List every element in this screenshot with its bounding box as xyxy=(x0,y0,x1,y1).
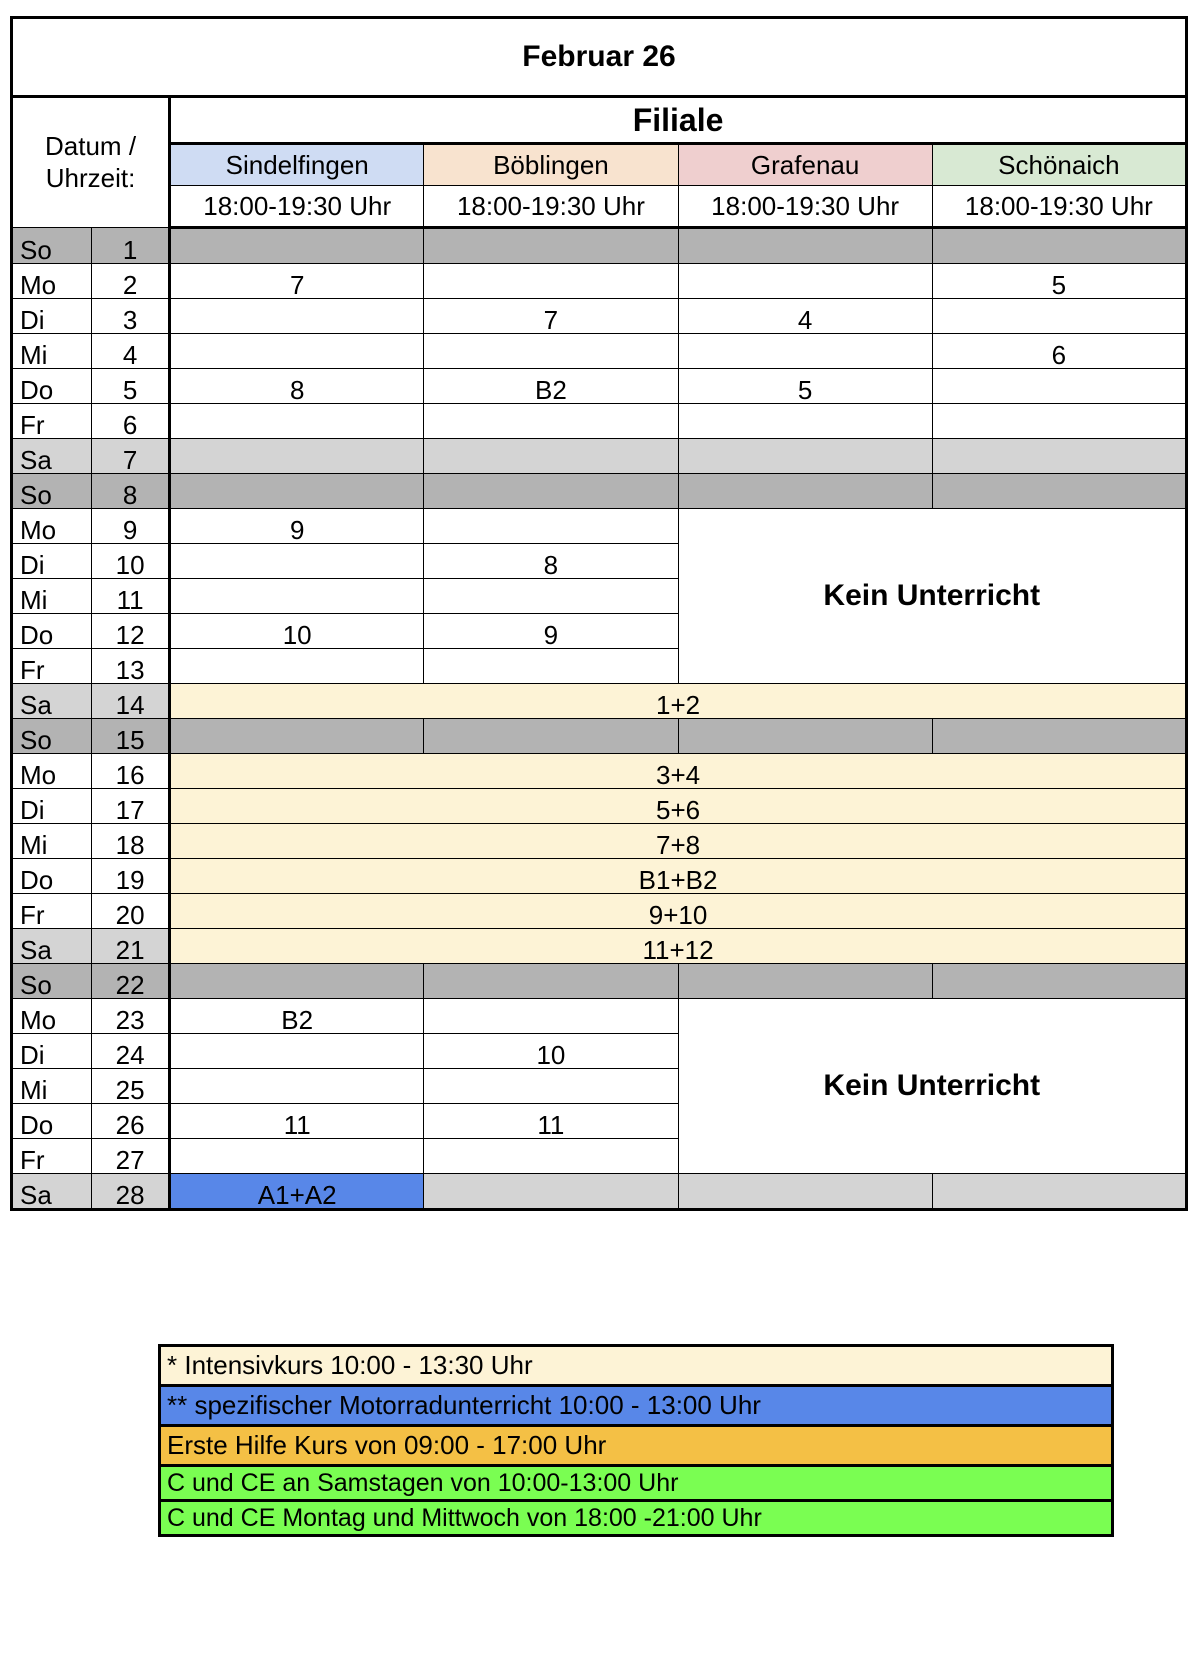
day-row xyxy=(12,228,1187,264)
intensivkurs-cell: 11+12 xyxy=(170,929,1187,964)
lesson-cell-sindelfingen xyxy=(170,439,424,474)
lesson-cell-boeblingen xyxy=(424,649,678,684)
day-number-cell: 24 xyxy=(92,1034,170,1069)
lesson-cell-grafenau: 5 xyxy=(678,369,932,404)
day-row xyxy=(12,999,1187,1034)
lesson-cell-sindelfingen: 9 xyxy=(170,509,424,544)
day-number-cell: 7 xyxy=(92,439,170,474)
weekday-cell: Mi xyxy=(12,334,92,369)
lesson-cell-boeblingen xyxy=(424,719,678,754)
weekday-cell: Mo xyxy=(12,264,92,299)
day-row xyxy=(12,719,1187,754)
lesson-cell-boeblingen xyxy=(424,509,678,544)
lesson-cell-grafenau xyxy=(678,964,932,999)
day-number-cell: 13 xyxy=(92,649,170,684)
intensivkurs-cell: 5+6 xyxy=(170,789,1187,824)
branch-header-grafenau: Grafenau xyxy=(678,144,932,186)
weekday-cell: Di xyxy=(12,1034,92,1069)
weekday-cell: Mo xyxy=(12,999,92,1034)
schedule-table xyxy=(10,16,1188,1211)
weekday-cell: So xyxy=(12,474,92,509)
lesson-cell-grafenau xyxy=(678,719,932,754)
lesson-cell-boeblingen xyxy=(424,474,678,509)
datum-label: Datum / Uhrzeit: xyxy=(12,97,170,228)
lesson-cell-boeblingen xyxy=(424,1069,678,1104)
day-number-cell: 18 xyxy=(92,824,170,859)
day-row xyxy=(12,299,1187,334)
weekday-cell: Sa xyxy=(12,1174,92,1210)
month-title: Februar 26 xyxy=(12,18,1187,97)
weekday-cell: Sa xyxy=(12,929,92,964)
weekday-cell: Sa xyxy=(12,684,92,719)
day-number-cell: 9 xyxy=(92,509,170,544)
intensivkurs-cell: 3+4 xyxy=(170,754,1187,789)
day-row xyxy=(12,264,1187,299)
legend-intensivkurs: * Intensivkurs 10:00 - 13:30 Uhr xyxy=(160,1346,1113,1386)
lesson-cell-grafenau xyxy=(678,334,932,369)
lesson-cell-boeblingen xyxy=(424,1139,678,1174)
lesson-cell-sindelfingen: 10 xyxy=(170,614,424,649)
lesson-cell-boeblingen: 11 xyxy=(424,1104,678,1139)
day-row xyxy=(12,1174,1187,1210)
day-row xyxy=(12,369,1187,404)
lesson-cell-sindelfingen xyxy=(170,719,424,754)
day-row xyxy=(12,894,1187,929)
lesson-cell-schoenaich: 6 xyxy=(932,334,1186,369)
lesson-cell-sindelfingen xyxy=(170,299,424,334)
lesson-cell-boeblingen xyxy=(424,404,678,439)
branch-header-sindelfingen: Sindelfingen xyxy=(170,144,424,186)
day-number-cell: 11 xyxy=(92,579,170,614)
weekday-cell: Mo xyxy=(12,754,92,789)
legend-erste-hilfe: Erste Hilfe Kurs von 09:00 - 17:00 Uhr xyxy=(160,1426,1113,1466)
day-number-cell: 15 xyxy=(92,719,170,754)
weekday-cell: Di xyxy=(12,299,92,334)
day-number-cell: 14 xyxy=(92,684,170,719)
kein-unterricht-cell: Kein Unterricht xyxy=(678,509,1186,684)
day-row xyxy=(12,404,1187,439)
lesson-cell-sindelfingen xyxy=(170,334,424,369)
weekday-cell: Fr xyxy=(12,404,92,439)
weekday-cell: Mi xyxy=(12,824,92,859)
lesson-cell-boeblingen: 7 xyxy=(424,299,678,334)
lesson-cell-schoenaich: 5 xyxy=(932,264,1186,299)
lesson-cell-schoenaich xyxy=(932,1174,1186,1210)
intensivkurs-cell: 1+2 xyxy=(170,684,1187,719)
lesson-cell-sindelfingen xyxy=(170,404,424,439)
day-row xyxy=(12,334,1187,369)
lesson-cell-sindelfingen xyxy=(170,1034,424,1069)
day-number-cell: 22 xyxy=(92,964,170,999)
lesson-cell-grafenau xyxy=(678,474,932,509)
weekday-cell: Do xyxy=(12,369,92,404)
kein-unterricht-cell: Kein Unterricht xyxy=(678,999,1186,1174)
day-row xyxy=(12,929,1187,964)
day-number-cell: 2 xyxy=(92,264,170,299)
legend-motorrad: ** spezifischer Motorradunterricht 10:00 - 13:00 Uhr xyxy=(160,1386,1113,1426)
lesson-cell-sindelfingen xyxy=(170,474,424,509)
lesson-cell-grafenau: 4 xyxy=(678,299,932,334)
day-number-cell: 20 xyxy=(92,894,170,929)
day-row xyxy=(12,789,1187,824)
lesson-cell-boeblingen: 9 xyxy=(424,614,678,649)
day-number-cell: 12 xyxy=(92,614,170,649)
day-number-cell: 25 xyxy=(92,1069,170,1104)
lesson-cell-sindelfingen xyxy=(170,1069,424,1104)
lesson-cell-boeblingen xyxy=(424,439,678,474)
lesson-cell-sindelfingen xyxy=(170,1139,424,1174)
day-row xyxy=(12,684,1187,719)
lesson-cell-grafenau xyxy=(678,228,932,264)
lesson-cell-sindelfingen xyxy=(170,649,424,684)
day-row xyxy=(12,964,1187,999)
intensivkurs-cell: B1+B2 xyxy=(170,859,1187,894)
lesson-cell-sindelfingen: 8 xyxy=(170,369,424,404)
day-number-cell: 19 xyxy=(92,859,170,894)
day-number-cell: 17 xyxy=(92,789,170,824)
weekday-cell: Do xyxy=(12,1104,92,1139)
lesson-cell-schoenaich xyxy=(932,228,1186,264)
lesson-cell-boeblingen xyxy=(424,334,678,369)
lesson-cell-grafenau xyxy=(678,1174,932,1210)
day-number-cell: 16 xyxy=(92,754,170,789)
legend-table xyxy=(158,1344,1114,1537)
day-number-cell: 8 xyxy=(92,474,170,509)
day-row xyxy=(12,824,1187,859)
day-number-cell: 23 xyxy=(92,999,170,1034)
weekday-cell: Do xyxy=(12,859,92,894)
day-row xyxy=(12,859,1187,894)
lesson-cell-schoenaich xyxy=(932,439,1186,474)
lesson-cell-schoenaich xyxy=(932,964,1186,999)
lesson-cell-sindelfingen: 7 xyxy=(170,264,424,299)
filiale-heading: Filiale xyxy=(170,97,1187,144)
intensivkurs-cell: 9+10 xyxy=(170,894,1187,929)
lesson-cell-grafenau xyxy=(678,404,932,439)
lesson-cell-schoenaich xyxy=(932,474,1186,509)
lesson-cell-boeblingen xyxy=(424,264,678,299)
lesson-cell-sindelfingen xyxy=(170,228,424,264)
lesson-cell-boeblingen xyxy=(424,999,678,1034)
lesson-cell-sindelfingen xyxy=(170,544,424,579)
weekday-cell: Sa xyxy=(12,439,92,474)
lesson-cell-grafenau xyxy=(678,439,932,474)
day-number-cell: 5 xyxy=(92,369,170,404)
legend-c-ce-samstag: C und CE an Samstagen von 10:00-13:00 Uhr xyxy=(160,1466,1113,1501)
lesson-cell-sindelfingen: 11 xyxy=(170,1104,424,1139)
days-body xyxy=(12,228,1187,1210)
weekday-cell: So xyxy=(12,964,92,999)
time-sindelfingen: 18:00-19:30 Uhr xyxy=(170,186,424,228)
weekday-cell: Fr xyxy=(12,1139,92,1174)
time-schoenaich: 18:00-19:30 Uhr xyxy=(932,186,1186,228)
lesson-cell-boeblingen xyxy=(424,964,678,999)
day-row xyxy=(12,509,1187,544)
weekday-cell: Di xyxy=(12,544,92,579)
lesson-cell-schoenaich xyxy=(932,299,1186,334)
lesson-cell-schoenaich xyxy=(932,369,1186,404)
lesson-cell-boeblingen xyxy=(424,1174,678,1210)
day-row xyxy=(12,474,1187,509)
lesson-cell-boeblingen: 8 xyxy=(424,544,678,579)
day-number-cell: 27 xyxy=(92,1139,170,1174)
weekday-cell: Mi xyxy=(12,1069,92,1104)
time-grafenau: 18:00-19:30 Uhr xyxy=(678,186,932,228)
lesson-cell-grafenau xyxy=(678,264,932,299)
day-number-cell: 4 xyxy=(92,334,170,369)
time-boeblingen: 18:00-19:30 Uhr xyxy=(424,186,678,228)
lesson-cell-schoenaich xyxy=(932,404,1186,439)
lesson-cell-sindelfingen xyxy=(170,579,424,614)
day-row xyxy=(12,754,1187,789)
weekday-cell: Fr xyxy=(12,649,92,684)
lesson-cell-boeblingen xyxy=(424,228,678,264)
weekday-cell: Di xyxy=(12,789,92,824)
branch-header-boeblingen: Böblingen xyxy=(424,144,678,186)
weekday-cell: Mi xyxy=(12,579,92,614)
lesson-cell-boeblingen xyxy=(424,579,678,614)
lesson-cell-boeblingen: B2 xyxy=(424,369,678,404)
day-number-cell: 1 xyxy=(92,228,170,264)
day-number-cell: 6 xyxy=(92,404,170,439)
weekday-cell: So xyxy=(12,228,92,264)
lesson-cell-schoenaich xyxy=(932,719,1186,754)
weekday-cell: Do xyxy=(12,614,92,649)
weekday-cell: So xyxy=(12,719,92,754)
day-number-cell: 10 xyxy=(92,544,170,579)
branch-header-schoenaich: Schönaich xyxy=(932,144,1186,186)
day-number-cell: 28 xyxy=(92,1174,170,1210)
day-row xyxy=(12,439,1187,474)
day-number-cell: 26 xyxy=(92,1104,170,1139)
lesson-cell-sindelfingen xyxy=(170,964,424,999)
weekday-cell: Fr xyxy=(12,894,92,929)
day-number-cell: 3 xyxy=(92,299,170,334)
weekday-cell: Mo xyxy=(12,509,92,544)
day-number-cell: 21 xyxy=(92,929,170,964)
motorrad-cell: A1+A2 xyxy=(170,1174,424,1210)
legend-c-ce-mo-mi: C und CE Montag und Mittwoch von 18:00 -21:00 Uhr xyxy=(160,1501,1113,1536)
intensivkurs-cell: 7+8 xyxy=(170,824,1187,859)
lesson-cell-boeblingen: 10 xyxy=(424,1034,678,1069)
lesson-cell-sindelfingen: B2 xyxy=(170,999,424,1034)
